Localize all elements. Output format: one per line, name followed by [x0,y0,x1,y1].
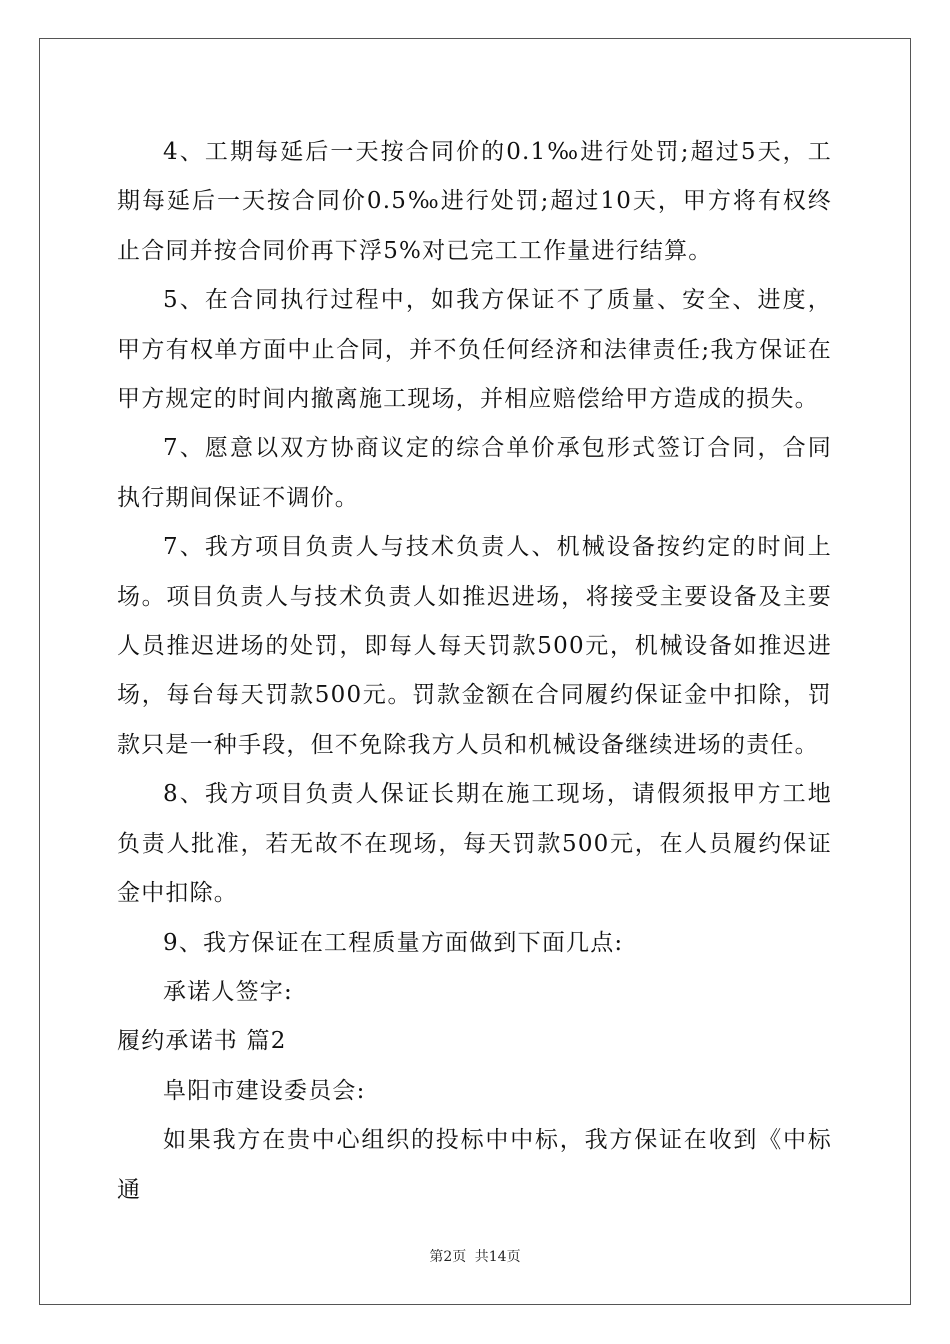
clause-8: 8、我方项目负责人保证长期在施工现场，请假须报甲方工地负责人批准，若无故不在现场，每天罚款500元，在人员履约保证金中扣除。 [117,781,832,907]
clause-7a: 7、愿意以双方协商议定的综合单价承包形式签订合同，合同执行期间保证不调价。 [117,435,832,511]
section-heading: 履约承诺书 篇2 [117,1028,287,1055]
clause-9: 9、我方保证在工程质量方面做到下面几点: [163,929,624,956]
opening-paragraph: 如果我方在贵中心组织的投标中中标，我方保证在收到《中标通 [117,1127,832,1203]
document-body [117,128,832,1215]
addressee: 阜阳市建设委员会: [163,1077,366,1104]
clause-7b: 7、我方项目负责人与技术负责人、机械设备按约定的时间上场。项目负责人与技术负责人如推迟进场，将接受主要设备及主要人员推迟进场的处罚，即每人每天罚款500元，机械设备如推迟进场，每台每天罚款500元。罚款金额在合同履约保证金中扣除，罚款只是一种手段，但不免除我方人员和机械设备继续进场的责任。 [117,534,832,758]
clause-5: 5、在合同执行过程中，如我方保证不了质量、安全、进度，甲方有权单方面中止合同，并不负任何经济和法律责任;我方保证在甲方规定的时间内撤离施工现场，并相应赔偿给甲方造成的损失。 [117,287,832,413]
page-footer [0,1246,950,1266]
clause-4: 4、工期每延后一天按合同价的0.1‰进行处罚;超过5天，工期每延后一天按合同价0.5‰进行处罚;超过10天，甲方将有权终止合同并按合同价再下浮5%对已完工工作量进行结算。 [117,139,832,264]
page-number: 第2页 [429,1249,467,1265]
page-total: 共14页 [474,1249,521,1265]
signature-line: 承诺人签字: [163,978,293,1005]
